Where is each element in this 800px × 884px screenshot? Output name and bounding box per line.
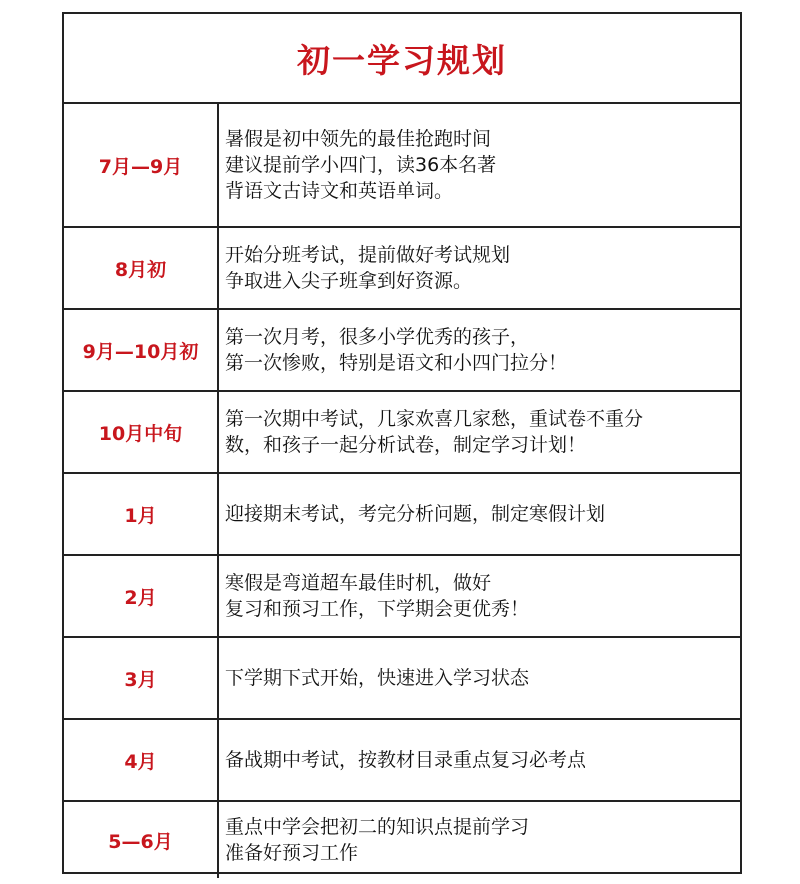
description-line: 开始分班考试，提前做好考试规划	[225, 244, 511, 266]
description-line: 下学期下式开始，快速进入学习状态	[225, 667, 530, 689]
description-cell	[219, 310, 740, 390]
description-line: 第一次月考，很多小学优秀的孩子，	[225, 326, 530, 348]
description-line: 暑假是初中领先的最佳抢跑时间	[225, 128, 492, 150]
period-cell: 3月	[64, 638, 219, 718]
table-row	[64, 228, 740, 310]
period-cell: 10月中旬	[64, 392, 219, 472]
description-line: 争取进入尖子班拿到好资源。	[225, 270, 473, 292]
description-cell	[219, 104, 740, 226]
description-line: 迎接期末考试，考完分析问题，制定寒假计划	[225, 503, 606, 525]
description-cell	[219, 228, 740, 308]
period-cell: 9月—10月初	[64, 310, 219, 390]
description-cell	[219, 802, 740, 878]
description-cell	[219, 392, 740, 472]
table-row	[64, 474, 740, 556]
description-line: 准备好预习工作	[225, 842, 359, 864]
table-row	[64, 720, 740, 802]
table-row	[64, 556, 740, 638]
table-row	[64, 392, 740, 474]
study-plan-table	[62, 12, 742, 874]
period-cell: 1月	[64, 474, 219, 554]
period-cell: 8月初	[64, 228, 219, 308]
period-cell: 2月	[64, 556, 219, 636]
page-title: 初一学习规划	[297, 40, 507, 80]
description-line: 第一次期中考试，几家欢喜几家愁，重试卷不重分	[225, 408, 644, 430]
description-line: 寒假是弯道超车最佳时机，做好	[225, 572, 492, 594]
table-row	[64, 310, 740, 392]
table-row	[64, 638, 740, 720]
period-cell: 7月—9月	[64, 104, 219, 226]
title-row	[64, 14, 740, 104]
period-cell: 5—6月	[64, 802, 219, 878]
description-line: 备战期中考试，按教材目录重点复习必考点	[225, 749, 587, 771]
description-line: 建议提前学小四门，读36本名著	[225, 154, 497, 176]
description-cell	[219, 556, 740, 636]
description-line: 第一次惨败，特别是语文和小四门拉分！	[225, 352, 568, 374]
table-row	[64, 104, 740, 228]
description-line: 复习和预习工作，下学期会更优秀！	[225, 598, 530, 620]
description-cell	[219, 720, 740, 800]
description-line: 背语文古诗文和英语单词。	[225, 180, 454, 202]
description-cell	[219, 638, 740, 718]
period-cell: 4月	[64, 720, 219, 800]
description-line: 数，和孩子一起分析试卷，制定学习计划！	[225, 434, 587, 456]
description-cell	[219, 474, 740, 554]
table-row	[64, 802, 740, 878]
description-line: 重点中学会把初二的知识点提前学习	[225, 816, 530, 838]
